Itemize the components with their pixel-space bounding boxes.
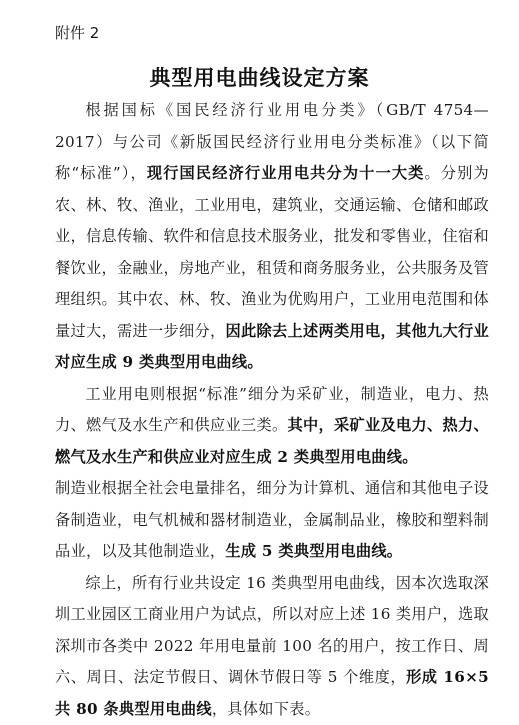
p4-text-1: 综上，所有行业共设定 16 类典型用电曲线，因本次选取深圳工业园区工商业用户为试点，所以对应上述 16 类用户，选取深圳市各类中 2022 年用电量前 100 名的用户，按工作日、周六、周日、法定节假日、调休节假日等 5 个维度，	[55, 574, 489, 687]
p3-bold-1: 生成 5 类典型用电曲线。	[225, 542, 402, 560]
paragraph-1	[55, 95, 489, 379]
p1-bold-1: 现行国民经济行业用电共分为十一大类	[147, 164, 425, 182]
p3-text-1: 制造业根据全社会电量排名，细分为计算机、通信和其他电子设备制造业，电气机械和器材制造业，金属制品业，橡胶和塑料制品业，以及其他制造业，	[55, 479, 489, 560]
p1-text-1: 根据国标《国民经济行业用电分类》（GB/T 4754—2017）与公司《新版国民经济行业用电分类标准》（以下简称“标准”），	[55, 101, 489, 182]
document-title: 典型用电曲线设定方案	[0, 62, 519, 92]
p1-text-2: 。分别为农、林、牧、渔业，工业用电，建筑业，交通运输、仓储和邮政业，信息传输、软件和信息技术服务业，批发和零售业，住宿和餐饮业，金融业，房地产业，租赁和商务服务业，公共服务及管理组织。其中农、林、牧、渔业为优购用户，工业用电范围和体量过大，需进一步细分，	[55, 164, 489, 340]
document-body	[55, 95, 489, 725]
paragraph-3	[55, 473, 489, 568]
paragraph-4	[55, 568, 489, 725]
paragraph-2	[55, 379, 489, 474]
p2-bold-1: 其中，采矿业及电力、热力、燃气及水生产和供应业对应生成 2 类典型用电曲线。	[55, 416, 489, 466]
p4-bold-1: 形成 16×5 共 80 条典型用电曲线	[55, 668, 489, 718]
p2-text-1: 工业用电则根据“标准”细分为采矿业，制造业，电力、热力、燃气及水生产和供应业三类。	[55, 385, 489, 435]
p4-text-2: ，具体如下表。	[212, 700, 320, 718]
p1-bold-2: 因此除去上述两类用电，其他九大行业对应生成 9 类典型用电曲线。	[55, 322, 489, 372]
annex-label: 附件 2	[55, 22, 99, 43]
